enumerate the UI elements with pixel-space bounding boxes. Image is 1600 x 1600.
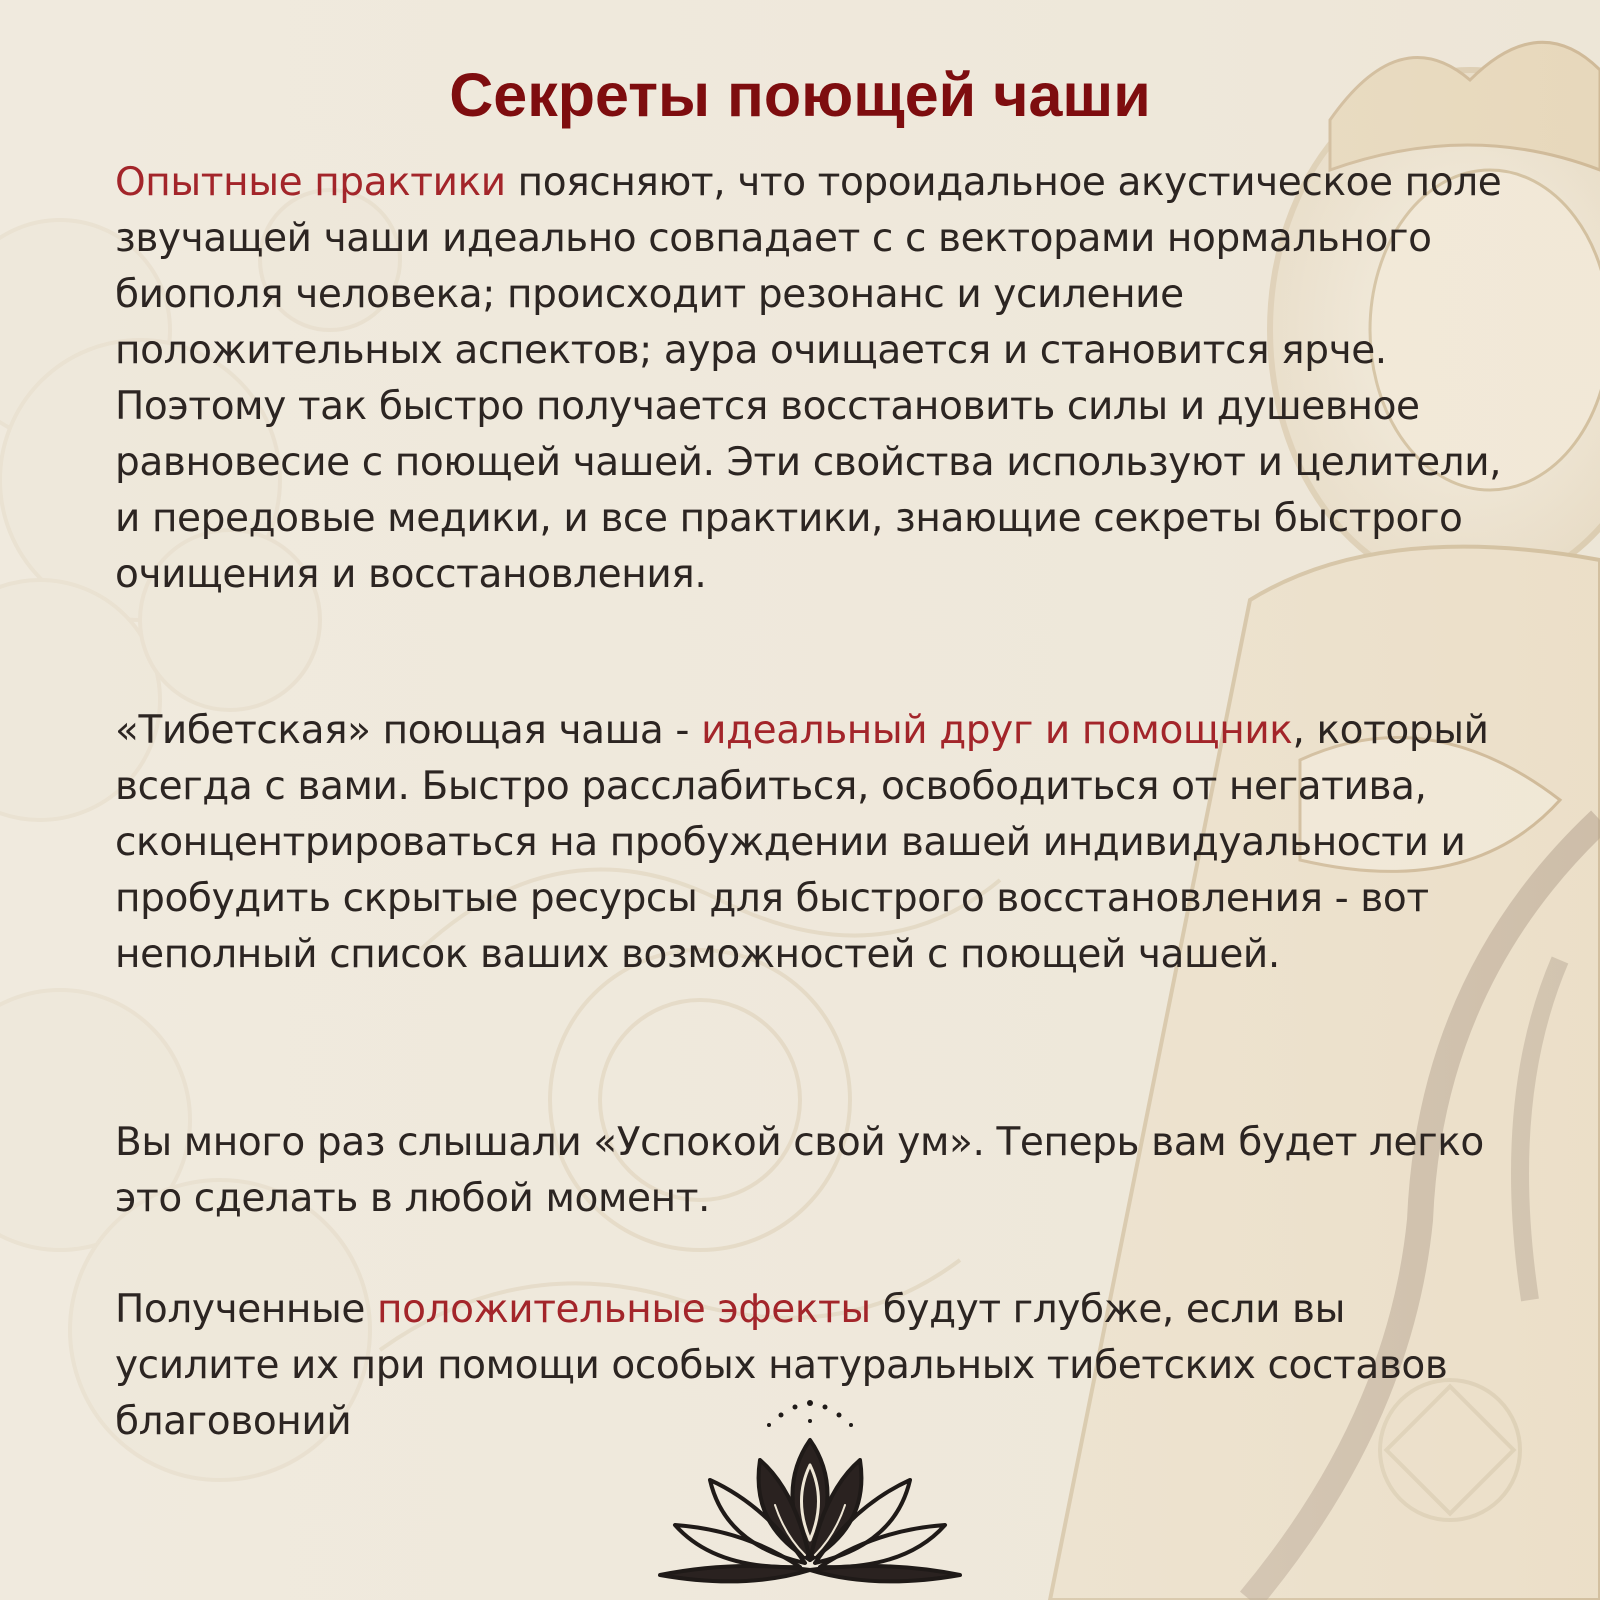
highlight-text: положительные эфекты xyxy=(377,1287,871,1332)
paragraph-text: , который всегда с вами. Быстро расслабиться, освободиться от негатива, сконцентрироваться на пробуждении вашей индивидуальности и пробудить скрытые ресурсы для быстрого восстановления - вот неполный список ваших возможностей с поющей чашей. xyxy=(115,708,1489,977)
highlight-text: Опытные практики xyxy=(115,160,506,205)
paragraph-text: Полученные xyxy=(115,1287,378,1332)
paragraph-text: будут глубже, если вы усилите их при помощи особых натуральных тибетских составов благовоний xyxy=(115,1287,1448,1444)
paragraph-text: Вы много раз слышали «Успокой свой ум». Теперь вам будет легко это сделать в любой момент. xyxy=(115,1120,1484,1221)
paragraph-2 xyxy=(115,703,1515,983)
paragraph-text: «Тибетская» поющая чаша - xyxy=(115,708,702,753)
paragraph-3 xyxy=(115,1115,1515,1227)
highlight-text: идеальный друг и помощник xyxy=(701,708,1293,753)
paragraph-text: поясняют, что тороидальное акустическое поле звучащей чаши идеально совпадает с с векторами нормального биополя человека; происходит резонанс и усиление положительных аспектов; аура очищается и становится ярче. Поэтому так быстро получается восстановить силы и душевное равновесие с поющей чашей. Эти свойства используют и целители, и передовые медики, и все практики, знающие секреты быстрого очищения и восстановления. xyxy=(115,160,1502,597)
paragraph-1 xyxy=(115,155,1515,603)
lotus-icon xyxy=(655,1395,965,1595)
page-title: Секреты поющей чаши xyxy=(449,61,1151,129)
